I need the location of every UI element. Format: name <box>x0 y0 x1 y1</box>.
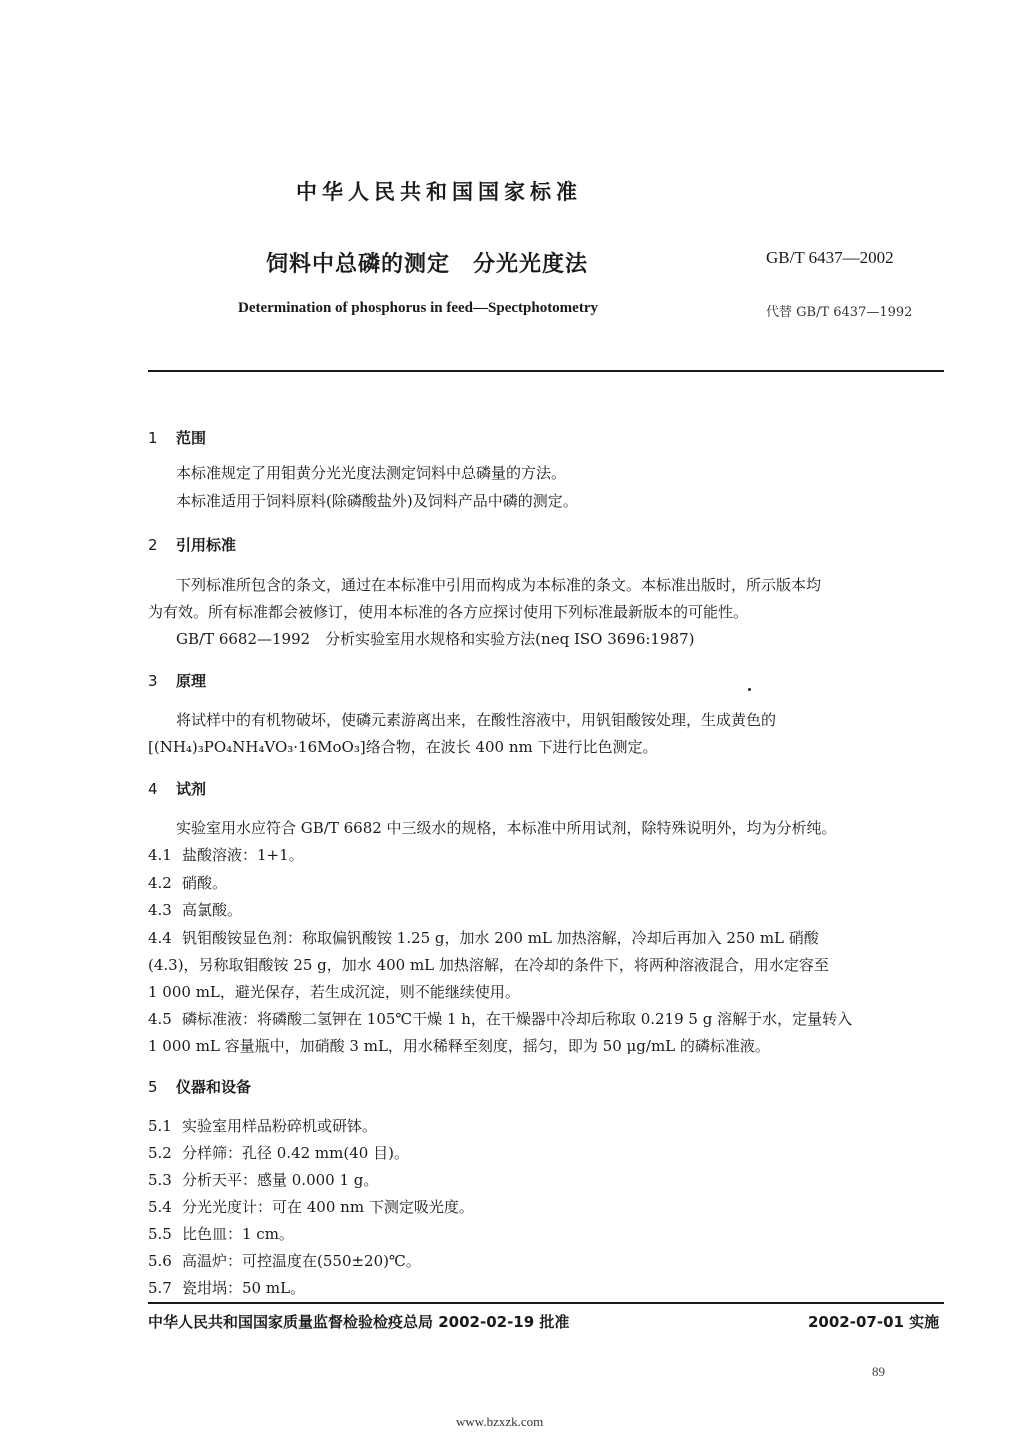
item-text: 实验室用样品粉碎机或研钵。 <box>182 1117 378 1135</box>
section-1-paragraph-2: 本标准适用于饲料原料(除磷酸盐外)及饲料产品中磷的测定。 <box>176 492 578 510</box>
source-watermark: www.bzxzk.com <box>456 1414 544 1429</box>
standard-title-en: Determination of phosphorus in feed—Spectphotometry <box>238 300 598 316</box>
section-title: 仪器和设备 <box>176 1078 252 1096</box>
footer-divider <box>148 1302 944 1304</box>
section-3-heading <box>148 670 206 691</box>
item-4-4-line-1 <box>148 927 819 948</box>
replaces-standard: 代替 GB/T 6437—1992 <box>766 305 913 320</box>
item-number: 4.5 <box>148 1010 172 1028</box>
item-text: 盐酸溶液：1+1。 <box>182 846 304 864</box>
item-number: 5.7 <box>148 1279 172 1297</box>
item-text: 高氯酸。 <box>182 901 243 919</box>
section-2-paragraph-line-2: 为有效。所有标准都会被修订，使用本标准的各方应探讨使用下列标准最新版本的可能性。 <box>148 603 749 621</box>
item-4-2 <box>148 872 227 893</box>
item-number: 4.4 <box>148 929 172 947</box>
speck <box>748 688 751 691</box>
section-2-heading <box>148 534 236 555</box>
item-4-5-line-1 <box>148 1008 852 1029</box>
item-text: 钒钼酸铵显色剂：称取偏钒酸铵 1.25 g，加水 200 mL 加热溶解，冷却后再加入 250 mL 硝酸 <box>182 929 819 947</box>
item-text: 分析天平：感量 0.000 1 g。 <box>182 1171 379 1189</box>
header-divider <box>148 370 944 372</box>
item-text: 瓷坩埚：50 mL。 <box>182 1279 306 1297</box>
item-text: 磷标准液：将磷酸二氢钾在 105℃干燥 1 h，在干燥器中冷却后称取 0.219 5 g 溶解于水，定量转入 <box>182 1010 853 1028</box>
section-5-heading <box>148 1076 251 1097</box>
item-text: 高温炉：可控温度在(550±20)℃。 <box>182 1252 421 1270</box>
item-number: 5.5 <box>148 1225 172 1243</box>
list-item <box>148 1115 377 1136</box>
item-4-4-line-2: (4.3)，另称取钼酸铵 25 g，加水 400 mL 加热溶解，在冷却的条件下，将两种溶液混合，用水定容至 <box>148 956 829 974</box>
section-number: 1 <box>148 429 158 447</box>
approval-statement: 中华人民共和国国家质量监督检验检疫总局 2002-02-19 批准 <box>148 1313 570 1331</box>
item-4-3 <box>148 899 242 920</box>
list-item <box>148 1250 421 1271</box>
section-3-paragraph-line-2: [(NH₄)₃PO₄NH₄VO₃·16MoO₃]络合物，在波长 400 nm 下进行比色测定。 <box>148 738 658 756</box>
section-title: 原理 <box>176 672 207 690</box>
list-item <box>148 1169 378 1190</box>
list-item <box>148 1277 305 1298</box>
standard-code: GB/T 6437—2002 <box>766 248 894 267</box>
section-1-heading <box>148 427 206 448</box>
implementation-date: 2002-07-01 实施 <box>808 1313 940 1331</box>
section-title: 试剂 <box>176 780 207 798</box>
list-item <box>148 1196 474 1217</box>
item-number: 5.1 <box>148 1117 172 1135</box>
section-number: 2 <box>148 536 158 554</box>
section-3-paragraph-line-1: 将试样中的有机物破坏，使磷元素游离出来，在酸性溶液中，用钒钼酸铵处理，生成黄色的 <box>176 711 777 729</box>
item-4-4-line-3: 1 000 mL，避光保存，若生成沉淀，则不能继续使用。 <box>148 983 520 1001</box>
item-number: 5.4 <box>148 1198 172 1216</box>
item-number: 4.2 <box>148 874 172 892</box>
item-number: 4.3 <box>148 901 172 919</box>
item-text: 比色皿：1 cm。 <box>182 1225 294 1243</box>
normative-reference: GB/T 6682—1992 分析实验室用水规格和实验方法(neq ISO 3696:1987) <box>176 630 695 648</box>
item-text: 分光光度计：可在 400 nm 下测定吸光度。 <box>182 1198 474 1216</box>
section-2-paragraph-line-1: 下列标准所包含的条文，通过在本标准中引用而构成为本标准的条文。本标准出版时，所示版本均 <box>176 576 822 594</box>
section-title: 范围 <box>176 429 207 447</box>
section-4-heading <box>148 778 206 799</box>
item-4-1 <box>148 844 304 865</box>
item-number: 4.1 <box>148 846 172 864</box>
national-standard-heading: 中华人民共和国国家标准 <box>296 180 582 204</box>
item-4-5-line-2: 1 000 mL 容量瓶中，加硝酸 3 mL，用水稀释至刻度，摇匀，即为 50 μg/mL 的磷标准液。 <box>148 1037 770 1055</box>
page-number: 89 <box>872 1364 885 1379</box>
section-title: 引用标准 <box>176 536 237 554</box>
list-item <box>148 1142 409 1163</box>
section-4-intro: 实验室用水应符合 GB/T 6682 中三级水的规格，本标准中所用试剂，除特殊说明外，均为分析纯。 <box>176 819 837 837</box>
item-number: 5.2 <box>148 1144 172 1162</box>
section-1-paragraph-1: 本标准规定了用钼黄分光光度法测定饲料中总磷量的方法。 <box>176 464 567 482</box>
item-text: 硝酸。 <box>182 874 228 892</box>
item-number: 5.3 <box>148 1171 172 1189</box>
list-item <box>148 1223 294 1244</box>
section-number: 4 <box>148 780 158 798</box>
standard-title-cn: 饲料中总磷的测定 分光光度法 <box>266 252 589 277</box>
section-number: 3 <box>148 672 158 690</box>
item-number: 5.6 <box>148 1252 172 1270</box>
item-text: 分样筛：孔径 0.42 mm(40 目)。 <box>182 1144 409 1162</box>
section-number: 5 <box>148 1078 158 1096</box>
